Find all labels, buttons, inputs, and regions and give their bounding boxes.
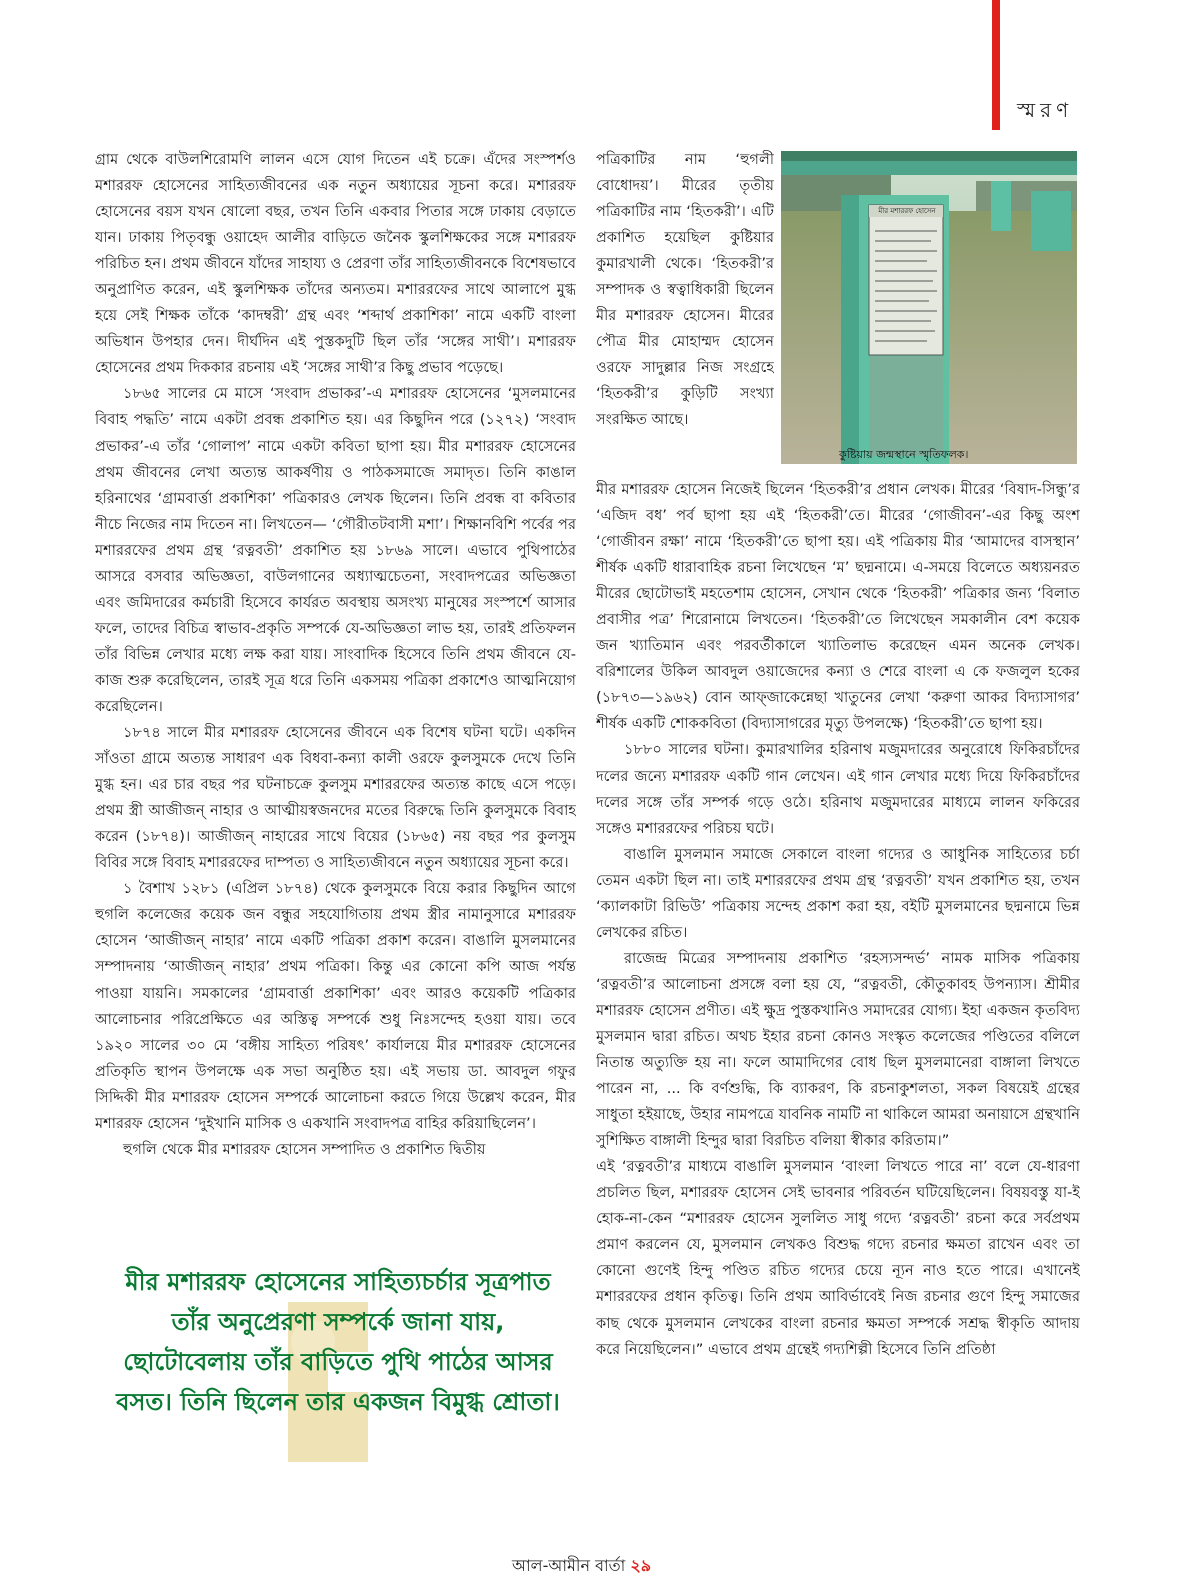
magazine-name: আল-আমীন বার্তা xyxy=(512,1556,626,1575)
paragraph: ১৮৭৪ সালে মীর মশাররফ হোসেনের জীবনে এক বিশেষ ঘটনা ঘটে। একদিন সাঁওতা গ্রামে অত্যন্ত সাধারণ এক বিধবা-কন্যা কালী ওরফে কুলসুমকে দেখে তিনি মুগ্ধ হন। এর চার বছর পর ঘটনাচক্রে কুলসুম মশাররফের অত্যন্ত কাছে এসে পড়ে। প্রথম স্ত্রী আজীজন্ নাহার ও আত্মীয়স্বজনদের মতের বিরুদ্ধে তিনি কুলসুমকে বিবাহ করেন (১৮৭৪)। আজীজন্ নাহারের সাথে বিয়ের (১৮৬৫) নয় বছর পর কুলসুম বিবির সঙ্গে বিবাহ মশাররফের দাম্পত্য ও সাহিত্যজীবনে নতুন অধ্যায়ের সূচনা করে। xyxy=(95,724,576,872)
paragraph: গ্রাম থেকে বাউলশিরোমণি লালন এসে যোগ দিতেন এই চক্রে। এঁদের সংস্পর্শও মশাররফ হোসেনের সাহিত্যজীবনের এক নতুন অধ্যায়ের সূচনা করে। মশাররফ হোসেনের বয়স যখন ষোলো বছর, তখন তিনি একবার পিতার সঙ্গে ঢাকায় বেড়াতে যান। ঢাকায় পিতৃবন্ধু ওয়াহেদ আলীর বাড়িতে জনৈক স্কুলশিক্ষকের সঙ্গে মশাররফ পরিচিত হন। প্রথম জীবনে যাঁদের সাহায্য ও প্রেরণা তাঁর সাহিত্যজীবনকে বিশেষভাবে অনুপ্রাণিত করেন, এই স্কুলশিক্ষক তাঁদের অন্যতম। মশাররফের সাথে আলাপে মুগ্ধ হয়ে সেই শিক্ষক তাঁকে ‘কাদম্বরী’ গ্রন্থ এবং ‘শব্দার্থ প্রকাশিকা’ নামে একটি বাংলা অভিধান উপহার দেন। দীর্ঘদিন এই পুস্তকদুটি ছিল তাঁর ‘সঙ্গের সাথী’। মশাররফ হোসেনের প্রথম দিককার রচনায় এই ‘সঙ্গের সাথী’র কিছু প্রভাব পড়েছে। xyxy=(95,151,576,377)
page-footer xyxy=(512,1553,651,1580)
plaque-heading: মীর মশাররফ হোসেন xyxy=(878,207,936,215)
paragraph: রাজেন্দ্র মিত্রের সম্পাদনায় প্রকাশিত ‘রহস্যসন্দর্ভ’ নামক মাসিক পত্রিকায় ‘রত্নবতী’র আলোচনা প্রসঙ্গে বলা হয় যে, “রত্নবতী, কৌতুকাবহ উপন্যাস। শ্রীমীর মশাররফ হোসেন প্রণীত। এই ক্ষুদ্র পুস্তকখানিও সমাদরের যোগ্য। ইহা একজন কৃতবিদ্য মুসলমান দ্বারা রচিত। অথচ ইহার রচনা কোনও সংস্কৃত কলেজের পণ্ডিতের বলিলে নিতান্ত অত্যুক্তি হয় না। ফলে আমাদিগের বোধ ছিল মুসলমানেরা বাঙ্গালা লিখতে পারেন না, ... কি বর্ণশুদ্ধি, কি ব্যাকরণ, কি রচনাকুশলতা, সকল বিষয়েই গ্রন্থের সাধুতা হইয়াছে, উহার নামপত্রে যাবনিক নামটি না থাকিলে আমরা অনায়াসে গ্রন্থখানি সুশিক্ষিত বাঙ্গালী হিন্দুর দ্বারা বিরচিত বলিয়া স্বীকার করিতাম।” xyxy=(596,949,1080,1150)
paragraph: ১৮৬৫ সালের মে মাসে ‘সংবাদ প্রভাকর’-এ মশাররফ হোসেনের ‘মুসলমানের বিবাহ পদ্ধতি’ নামে একটা প্রবন্ধ প্রকাশিত হয়। এর কিছুদিন পরে (১২৭২) ‘সংবাদ প্রভাকর’-এ তাঁর ‘গোলাপ’ নামে একটা কবিতা ছাপা হয়। মীর মশাররফ হোসেনের প্রথম জীবনের লেখা অত্যন্ত আকর্ষণীয় ও পাঠকসমাজে সমাদৃত। তিনি কাঙাল হরিনাথের ‘গ্রামবার্ত্তা প্রকাশিকা’ পত্রিকারও লেখক ছিলেন। তিনি প্রবন্ধ বা কবিতার নীচে নিজের নাম দিতেন না। লিখতেন— ‘গৌরীতটবাসী মশা’। শিক্ষানবিশি পর্বের পর মশাররফের প্রথম গ্রন্থ ‘রত্নবতী’ প্রকাশিত হয় ১৮৬৯ সালে। এভাবে পুথিপাঠের আসরে বসবার অভিজ্ঞতা, বাউলগানের অধ্যাত্মচেতনা, সংবাদপত্রের অভিজ্ঞতা এবং জমিদারের কর্মচারী হিসেবে কার্যরত অবস্থায় অসংখ্য মানুষের সংস্পর্শে আসার ফলে, তাদের বিচিত্র স্বাভাব-প্রকৃতি সম্পর্কে যে-অভিজ্ঞতা লাভ হয়, তারই প্রতিফলন তাঁর বিভিন্ন লেখার মধ্যে লক্ষ করা যায়। সাংবাদিক হিসেবে তিনি প্রথম জীবনে যে-কাজ শুরু করেছিলেন, তারই সূত্র ধরে তিনি একসময় পত্রিকা প্রকাশেও আত্মনিয়োগ করেছিলেন। xyxy=(95,385,576,715)
accent-bar xyxy=(992,0,1000,130)
paragraph: ১৮৮০ সালের ঘটনা। কুমারখালির হরিনাথ মজুমদারের অনুরোধে ফিকিরচাঁদের দলের জন্যে মশাররফ একটি গান লেখেন। এই গান লেখার মধ্যে দিয়ে ফিকিরচাঁদের দলের সঙ্গে তাঁর সম্পর্ক গড়ে ওঠে। হরিনাথ মজুমদারের মাধ্যমে লালন ফকিরের সঙ্গেও মশাররফের পরিচয় ঘটে। xyxy=(596,741,1080,837)
memorial-plaque-photo xyxy=(781,151,1077,464)
paragraph: পত্রিকাটির নাম ‘হুগলী বোধোদয়’। মীরের তৃতীয় পত্রিকাটির নাম ‘হিতকরী’। এটি প্রকাশিত হয়েছিল কুষ্টিয়ার কুমারখালী থেকে। ‘হিতকরী’র সম্পাদক ও স্বত্বাধিকারী ছিলেন মীর মশাররফ হোসেন। মীরের পৌত্র মীর মোহাম্মদ হোসেন ওরফে সাদুল্লার নিজ সংগ্রহে ‘হিতকরী’র কুড়িটি সংখ্যা সংরক্ষিত আছে। xyxy=(596,151,774,429)
right-column xyxy=(596,477,1080,1485)
right-column-top xyxy=(596,147,774,477)
paragraph: এই ‘রত্নবতী’র মাধ্যমে বাঙালি মুসলমান ‘বাংলা লিখতে পারে না’ বলে যে-ধারণা প্রচলিত ছিল, মশাররফ হোসেন সেই ভাবনার পরিবর্তন ঘটিয়েছিলেন। বিষয়বস্তু যা-ই হোক-না-কেন “মশাররফ হোসেন সুললিত সাধু গদ্যে ‘রত্নবতী’ রচনা করে সর্বপ্রথম প্রমাণ করলেন যে, মুসলমান লেখকও বিশুদ্ধ গদ্যে রচনার ক্ষমতা রাখেন এবং তা কোনো গুণেই হিন্দু পণ্ডিত রচিত গদ্যের চেয়ে ন্যূন নাও হতে পারে। এখানেই মশাররফের প্রধান কৃতিত্ব। তিনি প্রথম আবির্ভাবেই নিজ রচনার গুণে হিন্দু সমাজের কাছ থেকে মুসলমান লেখকের বাংলা রচনার ক্ষমতা সম্পর্কে সশ্রদ্ধ স্বীকৃতি আদায় করে নিয়েছিলেন।” এভাবে প্রথম গ্রন্থেই গদ্যশিল্পী হিসেবে তিনি প্রতিষ্ঠা xyxy=(596,1158,1080,1358)
paragraph: বাঙালি মুসলমান সমাজে সেকালে বাংলা গদ্যের ও আধুনিক সাহিত্যের চর্চা তেমন একটা ছিল না। তাই মশাররফের প্রথম গ্রন্থ ‘রত্নবতী’ যখন প্রকাশিত হয়, তখন ‘ক্যালকাটা রিভিউ’ পত্রিকায় সন্দেহ প্রকাশ করা হয়, বইটি মুসলমানের ছদ্মনামে ভিন্ন লেখকের রচিত। xyxy=(596,845,1080,941)
pull-quote-text: মীর মশাররফ হোসেনের সাহিত্যচর্চার সূত্রপাত তাঁর অনুপ্রেরণা সম্পর্কে জানা যায়, ছোটোবেলায় তাঁর বাড়িতে পুথি পাঠের আসর বসত। তিনি ছিলেন তার একজন বিমুগ্ধ শ্রোতা। xyxy=(116,1268,560,1416)
paragraph: মীর মশাররফ হোসেন নিজেই ছিলেন ‘হিতকরী’র প্রধান লেখক। মীরের ‘বিষাদ-সিন্ধু’র ‘এজিদ বধ’ পর্ব ছাপা হয় এই ‘হিতকরী’তে। মীরের ‘গোজীবন’-এর কিছু অংশ ‘গোজীবন রক্ষা’ নামে ‘হিতকরী’তে ছাপা হয়। এই পত্রিকায় মীর ‘আমাদের বাসস্থান’ শীর্ষক একটি ধারাবাহিক রচনা লিখেছেন ‘ম’ ছদ্মনামে। এ-সময়ে বিলেতে অধ্যয়নরত মীরের ছোটোভাই মহতেশাম হোসেন, সেখান থেকে ‘হিতকরী’ পত্রিকার জন্য ‘বিলাত প্রবাসীর পত্র’ শিরোনামে লিখতেন। ‘হিতকরী’তে লিখেছেন সমকালীন বেশ কয়েক জন খ্যাতিমান এবং পরবর্তীকালে খ্যাতিলাভ করেছেন এমন অনেক লেখক। বরিশালের উকিল আবদুল ওয়াজেদের কন্যা ও শেরে বাংলা এ কে ফজলুল হকের (১৮৭৩—১৯৬২) বোন আফ্জাকেন্নেছা খাতুনের লেখা ‘করুণা আকর বিদ্যাসাগর’ শীর্ষক একটি শোককবিতা (বিদ্যাসাগরের মৃত্যু উপলক্ষে) ‘হিতকরী’তে ছাপা হয়। xyxy=(596,481,1080,733)
section-label: স্মরণ xyxy=(1017,98,1074,122)
pull-quote xyxy=(108,1262,568,1482)
page-number: ২৯ xyxy=(630,1556,652,1575)
paragraph: হুগলি থেকে মীর মশাররফ হোসেন সম্পাদিত ও প্রকাশিত দ্বিতীয় xyxy=(123,1140,486,1158)
left-column xyxy=(95,147,576,1242)
photo-caption: কুষ্টিয়ায় জন্মস্থানে স্মৃতিফলক। xyxy=(839,448,969,461)
paragraph: ১ বৈশাখ ১২৮১ (এপ্রিল ১৮৭৪) থেকে কুলসুমকে বিয়ে করার কিছুদিন আগে হুগলি কলেজের কয়েক জন বন্ধুর সহযোগিতায় প্রথম স্ত্রীর নামানুসারে মশাররফ হোসেন ‘আজীজন্ নাহার’ নামে একটি পত্রিকা প্রকাশ করেন। বাঙালি মুসলমানের সম্পাদনায় ‘আজীজন্ নাহার’ প্রথম পত্রিকা। কিন্তু এর কোনো কপি আজ পর্যন্ত পাওয়া যায়নি। সমকালের ‘গ্রামবার্ত্তা প্রকাশিকা’ এবং আরও কয়েকটি পত্রিকার আলোচনার পরিপ্রেক্ষিতে এর অস্তিত্ব সম্পর্কে শুধু নিঃসন্দেহ হওয়া যায়। তবে ১৯২০ সালের ৩০ মে ‘বঙ্গীয় সাহিত্য পরিষৎ’ কার্যালয়ে মীর মশাররফ হোসেনের প্রতিকৃতি স্থাপন উপলক্ষে এক সভা অনুষ্ঠিত হয়। এই সভায় ডা. আবদুল গফুর সিদ্দিকী মীর মশাররফ হোসেন সম্পর্কে আলোচনা করতে গিয়ে উল্লেখ করেন, মীর মশাররফ হোসেন ‘দুইখানি মাসিক ও একখানি সংবাদপত্র বাহির করিয়াছিলেন’। xyxy=(95,880,576,1132)
